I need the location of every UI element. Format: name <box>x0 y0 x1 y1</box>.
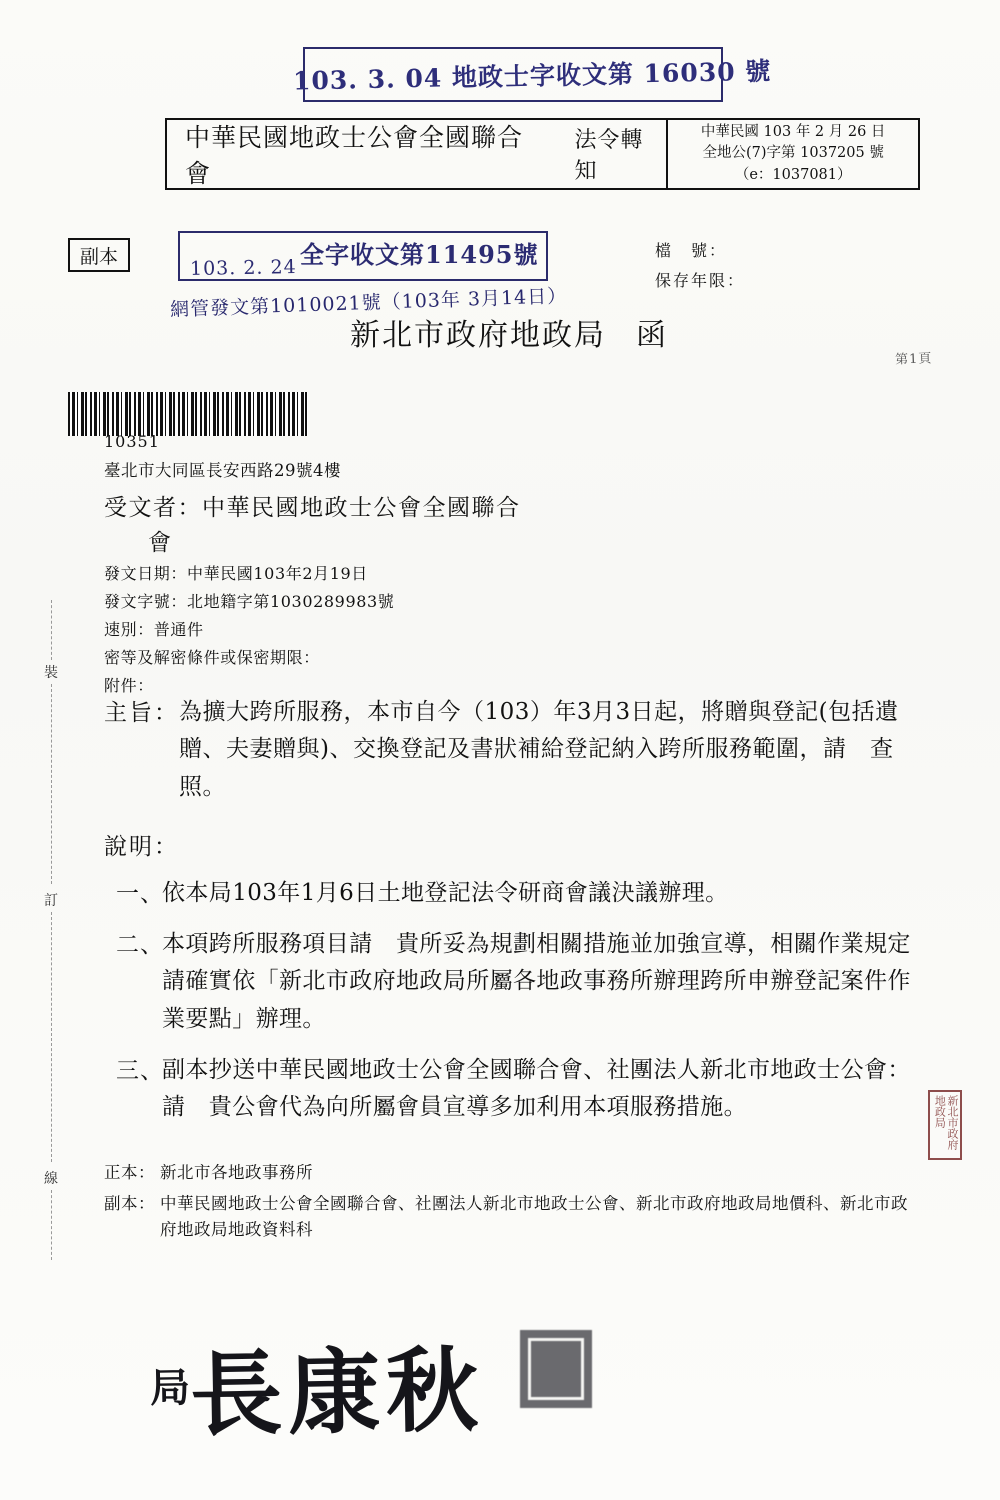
recipient-name-cont: 會 <box>148 529 173 556</box>
registration-stamp-box <box>178 231 548 281</box>
subject-label: 主旨： <box>104 700 179 726</box>
header-doc-no: 全地公(7)字第 1037205 號 <box>702 145 884 162</box>
signature <box>149 1317 485 1455</box>
distribution-copy-label: 副本： <box>104 1193 155 1213</box>
registration-stamp-number: 全字收文第11495號 <box>300 240 539 269</box>
copy-marker-label: 副本 <box>79 245 118 268</box>
header-e-no: （e：1037081） <box>734 166 852 183</box>
issue-date: 發文日期：中華民國103年2月19日 <box>104 564 368 583</box>
header-suffix: 法令轉知 <box>574 128 644 184</box>
distribution-copy <box>104 1191 924 1244</box>
recipient-line <box>104 491 521 560</box>
postal-code: 10351 <box>104 432 160 451</box>
agency-seal: 新北市政府地政局 <box>928 1090 962 1160</box>
list-item-text: 副本抄送中華民國地政士公會全國聯合會、社團法人新北市地政士公會：請 貴公會代為向所屬會員宣導多加利用本項服務措施。 <box>162 1056 911 1120</box>
barcode <box>68 392 308 436</box>
header-box <box>165 118 920 190</box>
list-item-number: 一、 <box>116 880 164 907</box>
header-meta-cell <box>666 120 918 188</box>
registration-stamp-date: 103. 2. 24 <box>189 256 297 280</box>
attachment: 附件： <box>104 676 154 695</box>
list-item-number: 二、 <box>116 932 164 958</box>
street-address: 臺北市大同區長安西路29號4樓 <box>104 461 341 480</box>
explanation-items <box>104 875 924 1127</box>
list-item <box>104 875 924 912</box>
received-stamp-box <box>292 47 772 102</box>
binding-rule-top <box>51 600 52 660</box>
document-type: 函 <box>636 318 668 353</box>
distribution-original-text: 新北市各地政事務所 <box>160 1163 313 1182</box>
binding-mark-3: 線 <box>44 1171 59 1187</box>
copy-marker <box>68 238 130 272</box>
document-body <box>104 694 924 1140</box>
header-org: 中華民國地政士公會全國聯合會 <box>185 123 524 188</box>
binding-rule-bottom <box>51 1190 52 1260</box>
received-stamp-text: 103. 3. 04 地政士字收文第 16030 號 <box>292 56 772 96</box>
signature-prefix: 局 <box>149 1364 197 1412</box>
header-org-cell <box>167 120 666 188</box>
binding-rule-2 <box>51 684 52 884</box>
explanation-label: 說明： <box>104 833 179 860</box>
recipient-name: 中華民國地政士公會全國聯合 <box>202 495 521 521</box>
recipient-label: 受文者： <box>104 495 202 521</box>
subject-section <box>104 694 924 806</box>
secrecy-class: 密等及解密條件或保密期限： <box>104 648 320 667</box>
document-number: 發文字號：北地籍字第1030289983號 <box>104 592 395 611</box>
distribution-copy-text: 中華民國地政士公會全國聯合會、社團法人新北市地政士公會、新北市政府地政局地價科、新北市政府地政局地政資料科 <box>160 1193 908 1240</box>
signature-name: 長康秋 <box>189 1336 486 1450</box>
archive-number-label: 檔 號： <box>655 241 728 260</box>
handwritten-annotation: 網管發文第1010021號（103年 3月14日） <box>169 285 568 321</box>
issuing-agency: 新北市政府地政局 <box>350 318 606 353</box>
list-item <box>104 1052 924 1127</box>
page-title <box>350 310 668 354</box>
header-date: 中華民國 103 年 2 月 26 日 <box>700 124 886 141</box>
distribution-block <box>104 1160 924 1248</box>
archive-fields <box>655 236 745 297</box>
page-number-mark: 第1頁 <box>894 351 933 368</box>
list-item <box>104 926 924 1038</box>
document-metadata <box>104 560 394 700</box>
retention-label: 保存年限： <box>655 271 746 291</box>
subject-text: 為擴大跨所服務，本市自今（103）年3月3日起，將贈與登記(包括遺贈、夫妻贈與)、交換登記及書狀補給登記納入跨所服務範圍，請 查照。 <box>179 699 899 800</box>
list-item-text: 本項跨所服務項目請 貴所妥為規劃相關措施並加強宣導，相關作業規定請確實依「新北市政府地政局所屬各地政事務所辦理跨所申辦登記案件作業要點」辦理。 <box>162 931 911 1032</box>
speed-class: 速別：普通件 <box>104 620 204 639</box>
binding-mark-1: 裝 <box>44 665 59 681</box>
signature-seal <box>520 1330 592 1408</box>
address-block <box>104 432 521 560</box>
list-item-number: 三、 <box>116 1057 164 1084</box>
distribution-original <box>104 1160 924 1187</box>
distribution-original-label: 正本： <box>104 1163 155 1182</box>
list-item-text: 依本局103年1月6日土地登記法令研商會議決議辦理。 <box>162 879 729 906</box>
binding-rule-3 <box>51 912 52 1162</box>
binding-mark-2: 訂 <box>44 893 59 909</box>
